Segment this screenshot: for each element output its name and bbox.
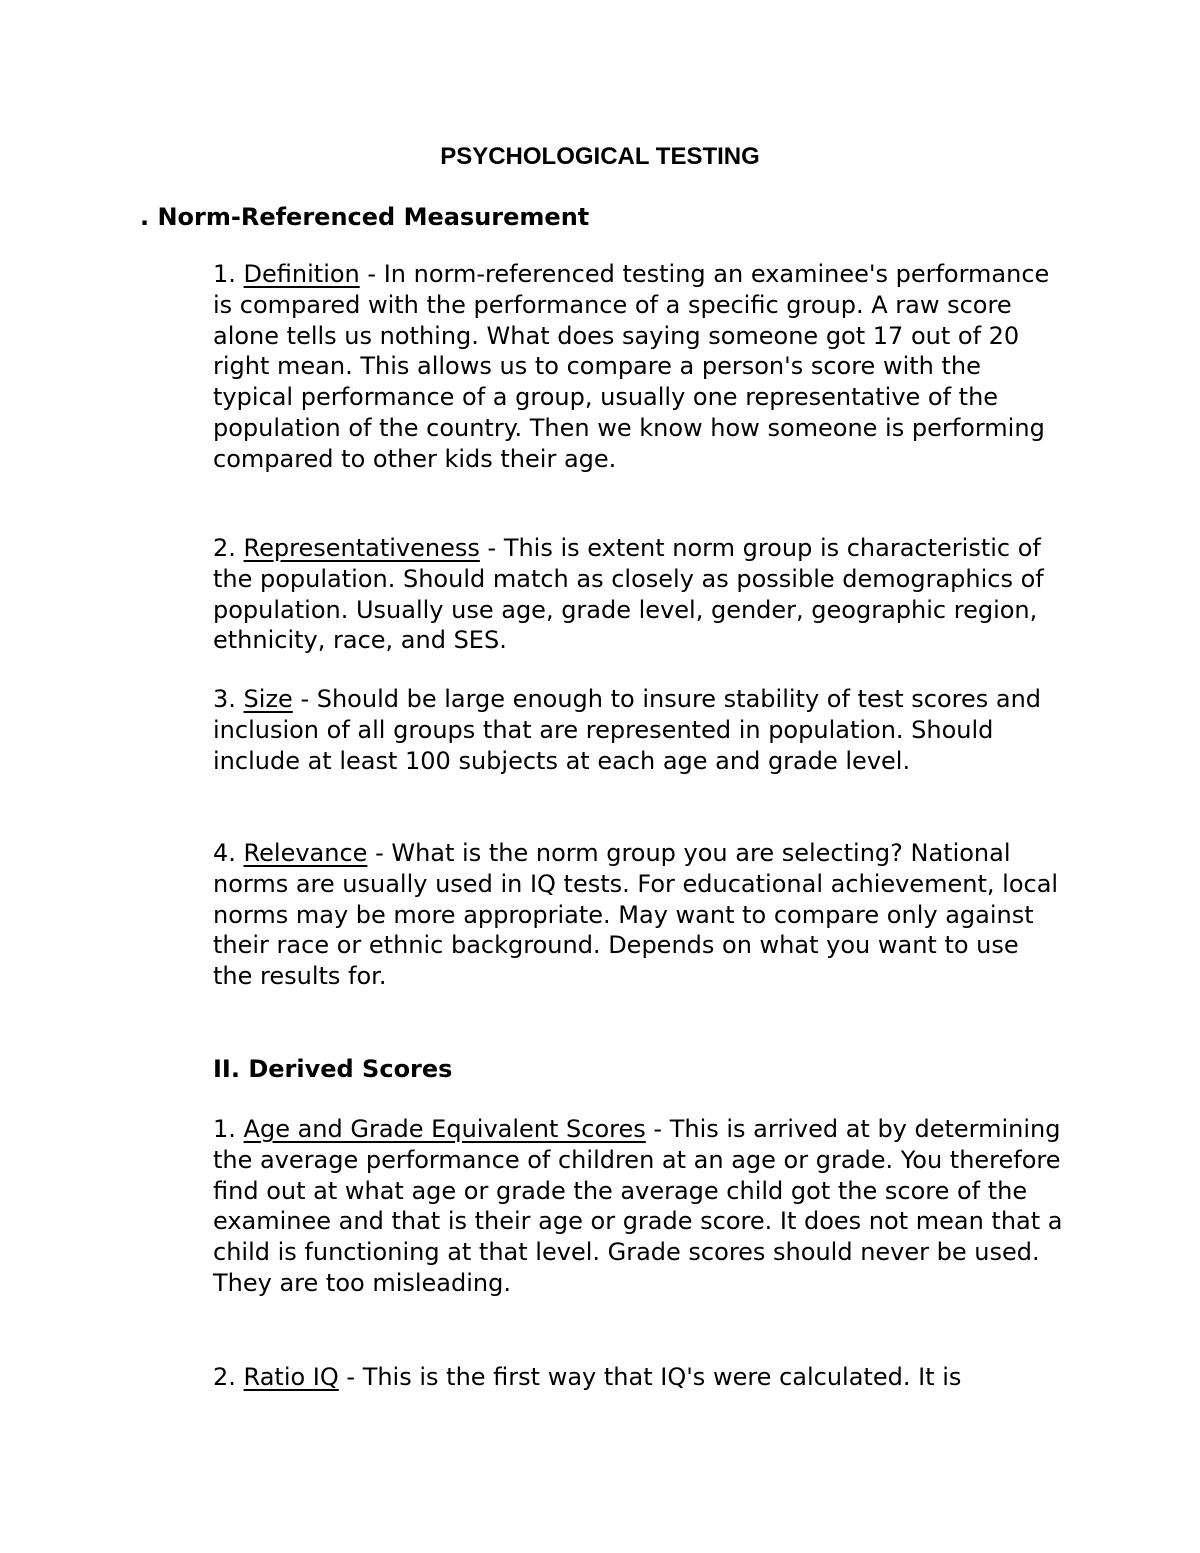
section-heading-norm-referenced: . Norm-Referenced Measurement [140,203,590,231]
item-text: This is the first way that IQ's were calculated. It is [362,1363,962,1391]
item-text: Should be large enough to insure stability of test scores and inclusion of all groups that are represented in population. Should include at least 100 subjects at each age and grade level. [213,685,1042,775]
item-number: 2. [213,1363,236,1391]
item-number: 2. [213,534,236,562]
item-number: 1. [213,1115,236,1143]
item-size [213,684,1063,776]
item-relevance [213,838,1063,992]
item-separator: - [645,1115,670,1143]
item-term: Definition [243,260,360,288]
item-age-grade-equivalent [213,1114,1063,1299]
item-term: Size [243,685,293,713]
section-heading-derived-scores: II. Derived Scores [213,1055,453,1083]
item-separator: - [338,1363,363,1391]
item-term: Relevance [243,839,368,867]
item-text: What is the norm group you are selecting? National norms are usually used in IQ tests. For educational achievement, local norms may be more appropriate. May want to compare only against their race or ethnic background. Depends on what you want to use the results for. [213,839,1059,991]
item-separator: - [292,685,317,713]
item-separator: - [479,534,504,562]
item-number: 4. [213,839,236,867]
item-separator: - [367,839,392,867]
item-number: 1. [213,260,236,288]
item-term: Ratio IQ [243,1363,339,1391]
item-number: 3. [213,685,236,713]
document-title: PSYCHOLOGICAL TESTING [440,143,760,170]
item-separator: - [359,260,384,288]
item-representativeness [213,533,1063,656]
item-text: In norm-referenced testing an examinee's performance is compared with the performance of a specific group. A raw score alone tells us nothing. What does saying someone got 17 out of 20 right mean. This allows us to compare a person's score with the typical performance of a group, usually one representative of the population of the country. Then we know how someone is performing compared to other kids their age. [213,260,1050,473]
item-term: Age and Grade Equivalent Scores [243,1115,646,1143]
item-text: This is arrived at by determining the average performance of children at an age or grade. You therefore find out at what age or grade the average child got the score of the examinee and that is their age or grade score. It does not mean that a child is functioning at that level. Grade scores should never be used. They are too misleading. [213,1115,1063,1297]
item-term: Representativeness [243,534,480,562]
item-text: This is extent norm group is characteristic of the population. Should match as closely as possible demographics of population. Usually use age, grade level, gender, geographic region, ethnicity, race, and SES. [213,534,1044,655]
item-definition [213,259,1063,475]
item-ratio-iq [213,1362,1063,1393]
